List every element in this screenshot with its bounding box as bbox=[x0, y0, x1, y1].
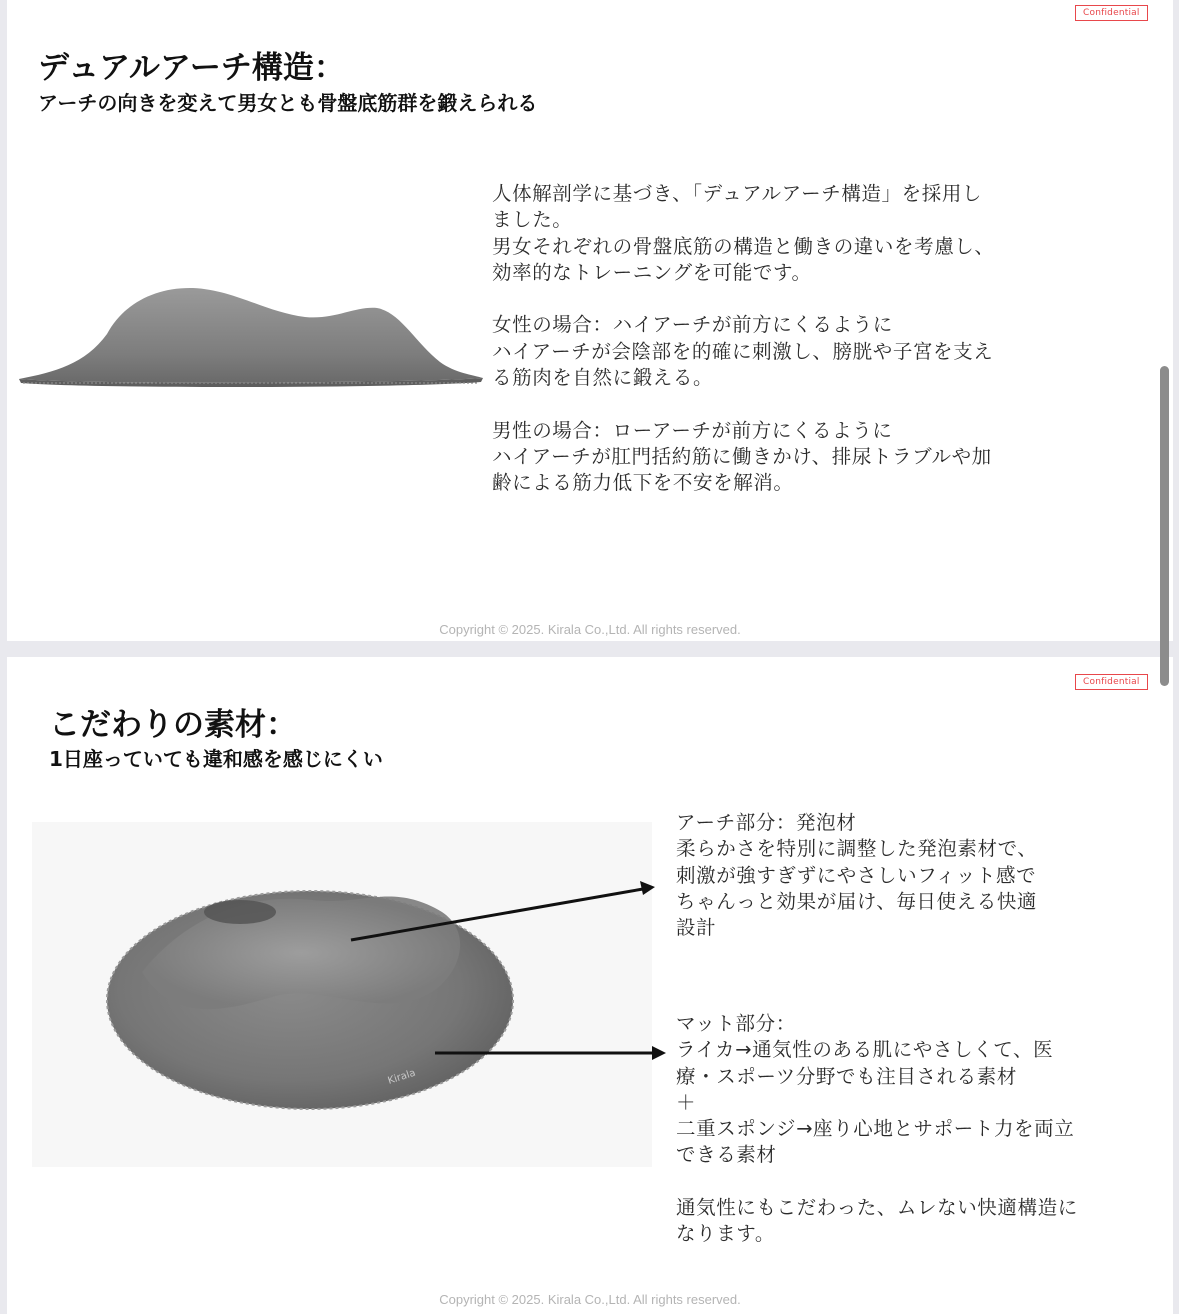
slide-subtitle: アーチの向きを変えて男女とも骨盤底筋群を鍛えられる bbox=[38, 91, 538, 115]
vertical-scrollbar[interactable] bbox=[1160, 366, 1169, 686]
slide-dual-arch bbox=[7, 0, 1173, 641]
copyright-footer: Copyright © 2025. Kirala Co.,Ltd. All rights reserved. bbox=[439, 1292, 741, 1307]
arch-material-description: アーチ部分：発泡材 柔らかさを特別に調整した発泡素材で、 刺激が強すぎずにやさしいフィット感で ちゃんっと効果が届け、毎日使える快適 設計 bbox=[676, 811, 1038, 940]
slide-title: デュアルアーチ構造： bbox=[38, 50, 345, 86]
dual-arch-description: 人体解剖学に基づき、「デュアルアーチ構造」を採用し ました。 男女それぞれの骨盤底筋の構造と働きの違いを考慮し、 効率的なトレーニングを可能です。 女性の場合：ハイアーチが前方にくるように ハイアーチが会陰部を的確に刺激し、膀胱や子宮を支え る筋肉を自然に鍛える。 男性の場合：ローアーチが前方にくるように ハイアーチが肛門括約筋に働きかけ、排尿トラブルや加 齢による筋力低下を不安を解消。 bbox=[492, 182, 995, 495]
slide-materials bbox=[7, 657, 1173, 1314]
copyright-footer: Copyright © 2025. Kirala Co.,Ltd. All rights reserved. bbox=[439, 622, 741, 637]
kirala-logo: Kirala bbox=[386, 1067, 418, 1087]
mat-material-description: マット部分： ライカ→通気性のある肌にやさしくて、医 療・スポーツ分野でも注目される素材 ＋ 二重スポンジ→座り心地とサポート力を両立 できる素材 通気性にもこだわった、ムレない快適構造に なります。 bbox=[676, 1012, 1078, 1246]
slide-title: こだわりの素材： bbox=[49, 707, 297, 743]
dual-arch-product-side-image bbox=[15, 282, 485, 397]
confidential-badge: Confidential bbox=[1075, 5, 1148, 21]
confidential-badge: Confidential bbox=[1075, 674, 1148, 690]
slide-subtitle: 1日座っていても違和感を感じにくい bbox=[49, 747, 383, 771]
